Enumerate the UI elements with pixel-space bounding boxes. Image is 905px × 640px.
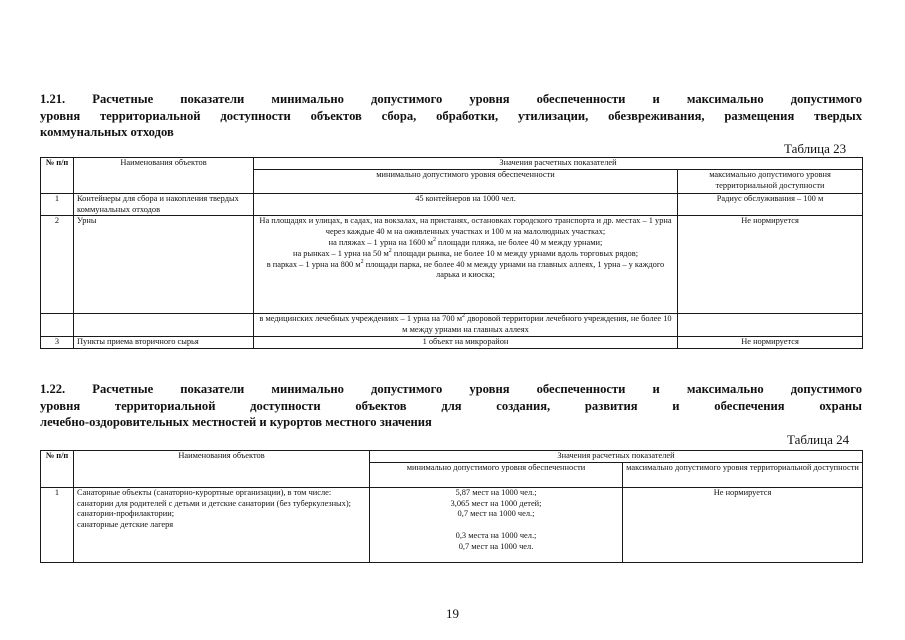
header-num: № п/п bbox=[41, 158, 74, 194]
section-1-22-heading bbox=[40, 381, 862, 431]
header-name: Наименования объектов bbox=[74, 451, 370, 488]
min-text: на пляжах – 1 урна на 1600 $м^2$ площади пляжа, не более 40 м между урнами; bbox=[328, 237, 603, 247]
heading-line: 1.22. Расчетные показатели минимально допустимого уровня обеспеченности и максимально допустимого bbox=[40, 382, 862, 396]
min-text: на рынках – 1 урна на 50 $м^2$ площади рынка, не более 10 м между урнами вдоль торговых рядов; bbox=[292, 247, 639, 258]
row-name bbox=[74, 314, 254, 337]
header-name: Наименования объектов bbox=[74, 158, 254, 194]
table-24-caption: Таблица 24 bbox=[787, 432, 850, 447]
heading-line: коммунальных отходов bbox=[40, 125, 174, 139]
row-num: 1 bbox=[41, 193, 74, 216]
header-values: Значения расчетных показателей bbox=[370, 451, 863, 463]
row-name: Урны bbox=[74, 216, 254, 314]
row-min: 45 контейнеров на 1000 чел. bbox=[254, 193, 678, 216]
table-row bbox=[41, 216, 863, 314]
header-max: максимально допустимого уровня территориальной доступности bbox=[623, 462, 863, 487]
row-min bbox=[254, 216, 678, 314]
row-min: в медицинских лечебных учреждениях – 1 урна на 700 $м^2$ дворовой территории лечебного учреждения, не более 10 м между урнами на главных аллеях bbox=[254, 314, 678, 337]
row-num bbox=[41, 314, 74, 337]
section-1-21-heading bbox=[40, 91, 862, 141]
row-num: 2 bbox=[41, 216, 74, 314]
row-max: Не нормируется bbox=[678, 337, 863, 349]
heading-line: уровня территориальной доступности объектов для создания, развития и обеспечения охраны bbox=[40, 398, 862, 413]
header-min: минимально допустимого уровня обеспеченности bbox=[254, 169, 678, 193]
header-max: максимально допустимого уровня территориальной доступности bbox=[678, 169, 863, 193]
row-max: Не нормируется bbox=[623, 487, 863, 562]
heading-line: уровня территориальной доступности объектов сбора, обработки, утилизации, обезвреживания, размещения твердых bbox=[40, 108, 862, 123]
header-values: Значения расчетных показателей bbox=[254, 158, 863, 170]
table-24 bbox=[40, 450, 863, 563]
min-text: 0,3 места на 1000 чел.; bbox=[455, 530, 537, 540]
row-name: Контейнеры для сбора и накопления твердых коммунальных отходов bbox=[74, 193, 254, 216]
header-min: минимально допустимого уровня обеспеченности bbox=[370, 462, 623, 487]
table-23 bbox=[40, 157, 863, 349]
min-text: 5,87 мест на 1000 чел.; bbox=[455, 487, 537, 497]
name-text: санатории-профилактории; bbox=[77, 509, 175, 519]
table-row bbox=[41, 337, 863, 349]
name-text: Санаторные объекты (санаторно-курортные организации), в том числе: bbox=[77, 487, 332, 497]
heading-line: 1.21. Расчетные показатели минимально допустимого уровня обеспеченности и максимально допустимого bbox=[40, 92, 862, 106]
page-number: 19 bbox=[446, 606, 459, 621]
row-name: Пункты приема вторичного сырья bbox=[74, 337, 254, 349]
heading-line: лечебно-оздоровительных местностей и курортов местного значения bbox=[40, 415, 432, 429]
row-max bbox=[678, 314, 863, 337]
header-num: № п/п bbox=[41, 451, 74, 488]
min-text: На площадях и улицах, в садах, на вокзалах, на пристанях, остановках городского транспорта и др. местах – 1 урна через каждые 40 м на оживленных участках и 100 м на малолюдных участках; bbox=[259, 216, 672, 237]
row-max: Не нормируется bbox=[678, 216, 863, 314]
row-max: Радиус обслуживания – 100 м bbox=[678, 193, 863, 216]
table-row bbox=[41, 314, 863, 337]
row-min: 1 объект на микрорайон bbox=[254, 337, 678, 349]
min-text: в парках – 1 урна на 800 $м^2$ площади парка, не более 40 м между урнами на главных аллеях, 1 урна – у каждого ларька и киоска; bbox=[266, 258, 665, 280]
table-row bbox=[41, 193, 863, 216]
row-num: 3 bbox=[41, 337, 74, 349]
name-text: санаторные детские лагеря bbox=[77, 520, 174, 530]
min-text: 0,7 мест на 1000 чел.; bbox=[457, 509, 535, 519]
table-23-caption: Таблица 23 bbox=[784, 141, 847, 156]
row-min bbox=[370, 487, 623, 562]
row-num: 1 bbox=[41, 487, 74, 562]
min-text: 3,065 мест на 1000 детей; bbox=[450, 498, 542, 508]
table-row bbox=[41, 487, 863, 562]
min-text: 0,7 мест на 1000 чел. bbox=[458, 541, 534, 551]
row-name bbox=[74, 487, 370, 562]
name-text: санатории для родителей с детьми и детские санатории (без туберкулезных); bbox=[77, 498, 351, 508]
